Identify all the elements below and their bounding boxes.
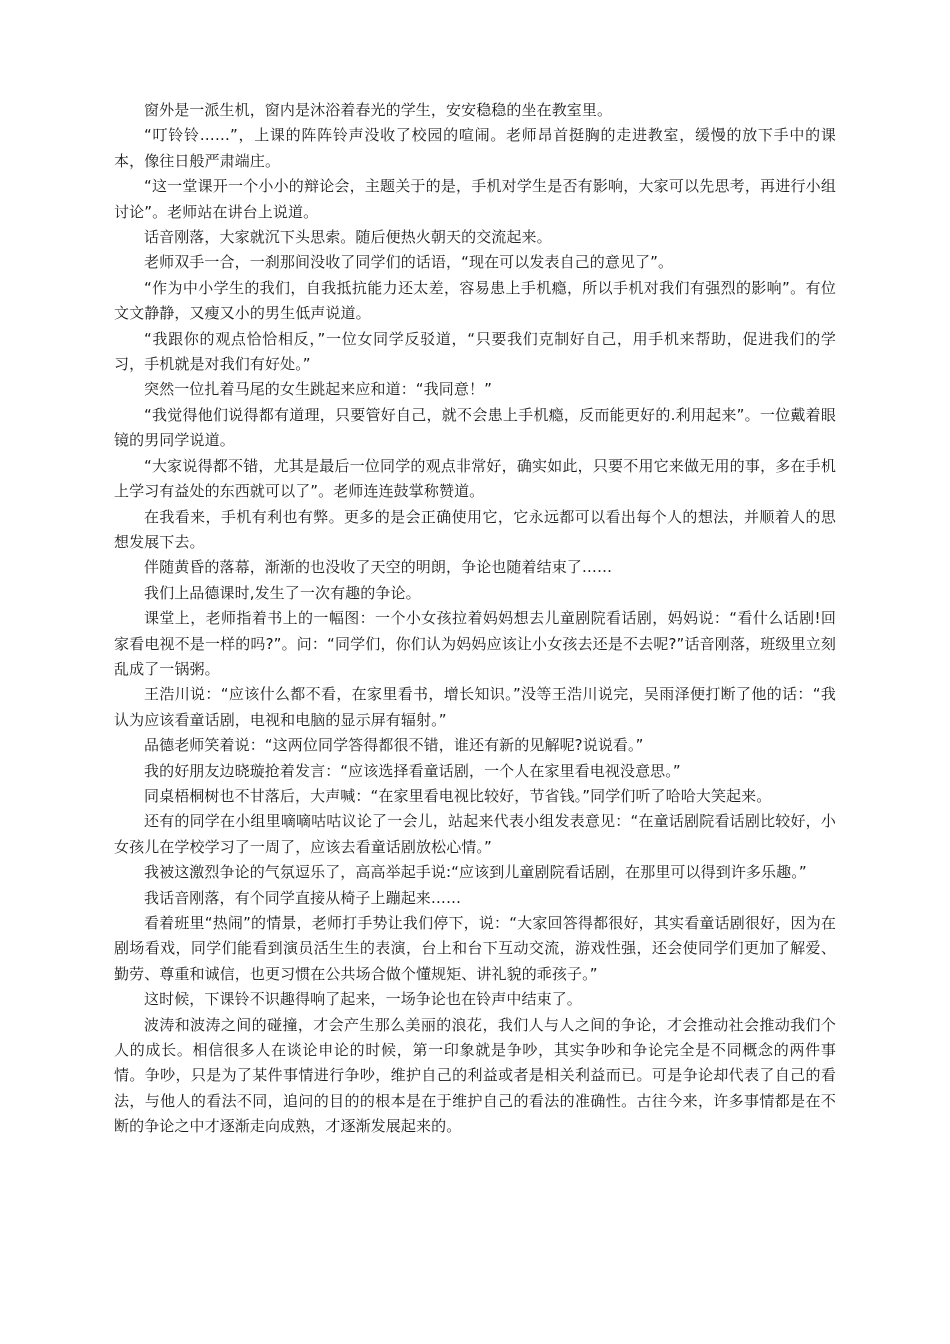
paragraph: 突然一位扎着马尾的女生跳起来应和道：“我同意！”	[144, 380, 492, 399]
paragraph: 话音刚落，大家就沉下头思索。随后便热火朝天的交流起来。	[144, 228, 552, 247]
paragraph: 王浩川说：“应该什么都不看，在家里看书，增长知识。”没等王浩川说完，吴雨泽便打断了他的话：“我认为应该看童话剧，电视和电脑的显示屏有辐射。”	[114, 685, 836, 729]
document-body	[114, 98, 836, 1140]
paragraph: 我话音刚落，有个同学直接从椅子上蹦起来……	[144, 888, 462, 907]
paragraph: “这一堂课开一个小小的辩论会，主题关于的是，手机对学生是否有影响，大家可以先思考，再进行小组讨论”。老师站在讲台上说道。	[114, 177, 836, 221]
paragraph: 在我看来，手机有利也有弊。更多的是会正确使用它，它永远都可以看出每个人的想法，并顺着人的思想发展下去。	[114, 507, 836, 551]
paragraph: 我们上品德课时,发生了一次有趣的争论。	[144, 583, 421, 602]
paragraph: 伴随黄昏的落幕，渐渐的也没收了天空的明朗，争论也随着结束了……	[144, 558, 613, 577]
paragraph: 看着班里“热闹”的情景，老师打手势让我们停下，说：“大家回答得都很好，其实看童话剧很好，因为在剧场看戏，同学们能看到演员活生生的表演，台上和台下互动交流，游戏性强，还会使同学们更加了解爱、勤劳、尊重和诚信，也更习惯在公共场合做个懂规矩、讲礼貌的乖孩子。”	[114, 914, 836, 983]
paragraph: 老师双手一合，一刹那间没收了同学们的话语，“现在可以发表自己的意见了”。	[144, 253, 674, 272]
paragraph: 波涛和波涛之间的碰撞，才会产生那么美丽的浪花，我们人与人之间的争论，才会推动社会推动我们个人的成长。相信很多人在谈论申论的时候，第一印象就是争吵，其实争吵和争论完全是不同概念的两件事情。争吵，只是为了某件事情进行争吵，维护自己的利益或者是相关利益而已。可是争论却代表了自己的看法，与他人的看法不同，追问的目的的根本是在于维护自己的看法的准确性。古往今来，许多事情都是在不断的争论之中才逐渐走向成熟，才逐渐发展起来的。	[114, 1015, 836, 1136]
paragraph: “作为中小学生的我们，自我抵抗能力还太差，容易患上手机瘾，所以手机对我们有强烈的影响”。有位文文静静，又瘦又小的男生低声说道。	[114, 278, 836, 323]
paragraph: 同桌梧桐树也不甘落后，大声喊：“在家里看电视比较好，节省钱。”同学们听了哈哈大笑起来。	[144, 786, 772, 805]
paragraph: “大家说得都不错，尤其是最后一位同学的观点非常好，确实如此，只要不用它来做无用的事，多在手机上学习有益处的东西就可以了”。老师连连鼓掌称赞道。	[114, 456, 836, 501]
paragraph: 窗外是一派生机，窗内是沐浴着春光的学生，安安稳稳的坐在教室里。	[144, 101, 613, 119]
paragraph: 品德老师笑着说：“这两位同学答得都很不错，谁还有新的见解呢?说说看。”	[144, 736, 644, 755]
paragraph: “我跟你的观点恰恰相反，”一位女同学反驳道，“只要我们克制好自己，用手机来帮助，促进我们的学习，手机就是对我们有好处。”	[114, 329, 836, 374]
paragraph: 还有的同学在小组里嘀嘀咕咕议论了一会儿，站起来代表小组发表意见：“在童话剧院看话剧比较好，小女孩儿在学校学习了一周了，应该去看童话剧放松心情。”	[114, 812, 836, 856]
paragraph: 这时候，下课铃不识趣得响了起来，一场争论也在铃声中结束了。	[144, 990, 582, 1009]
paragraph: 我的好朋友边晓璇抢着发言：“应该选择看童话剧，一个人在家里看电视没意思。”	[144, 761, 681, 780]
paragraph: “我觉得他们说得都有道理，只要管好自己，就不会患上手机瘾，反而能更好的.利用起来”。一位戴着眼镜的男同学说道。	[114, 405, 836, 450]
paragraph: “叮铃铃……”，上课的阵阵铃声没收了校园的喧闹。老师昂首挺胸的走进教室，缓慢的放下手中的课本，像往日般严肃端庄。	[114, 126, 836, 170]
paragraph: 课堂上，老师指着书上的一幅图：一个小女孩拉着妈妈想去儿童剧院看话剧，妈妈说：“看什么话剧!回家看电视不是一样的吗?”。问：“同学们，你们认为妈妈应该让小女孩去还是不去呢?”话音刚落，班级里立刻乱成了一锅粥。	[114, 609, 836, 678]
paragraph: 我被这激烈争论的气氛逗乐了，高高举起手说:“应该到儿童剧院看话剧，在那里可以得到许多乐趣。”	[144, 863, 807, 882]
